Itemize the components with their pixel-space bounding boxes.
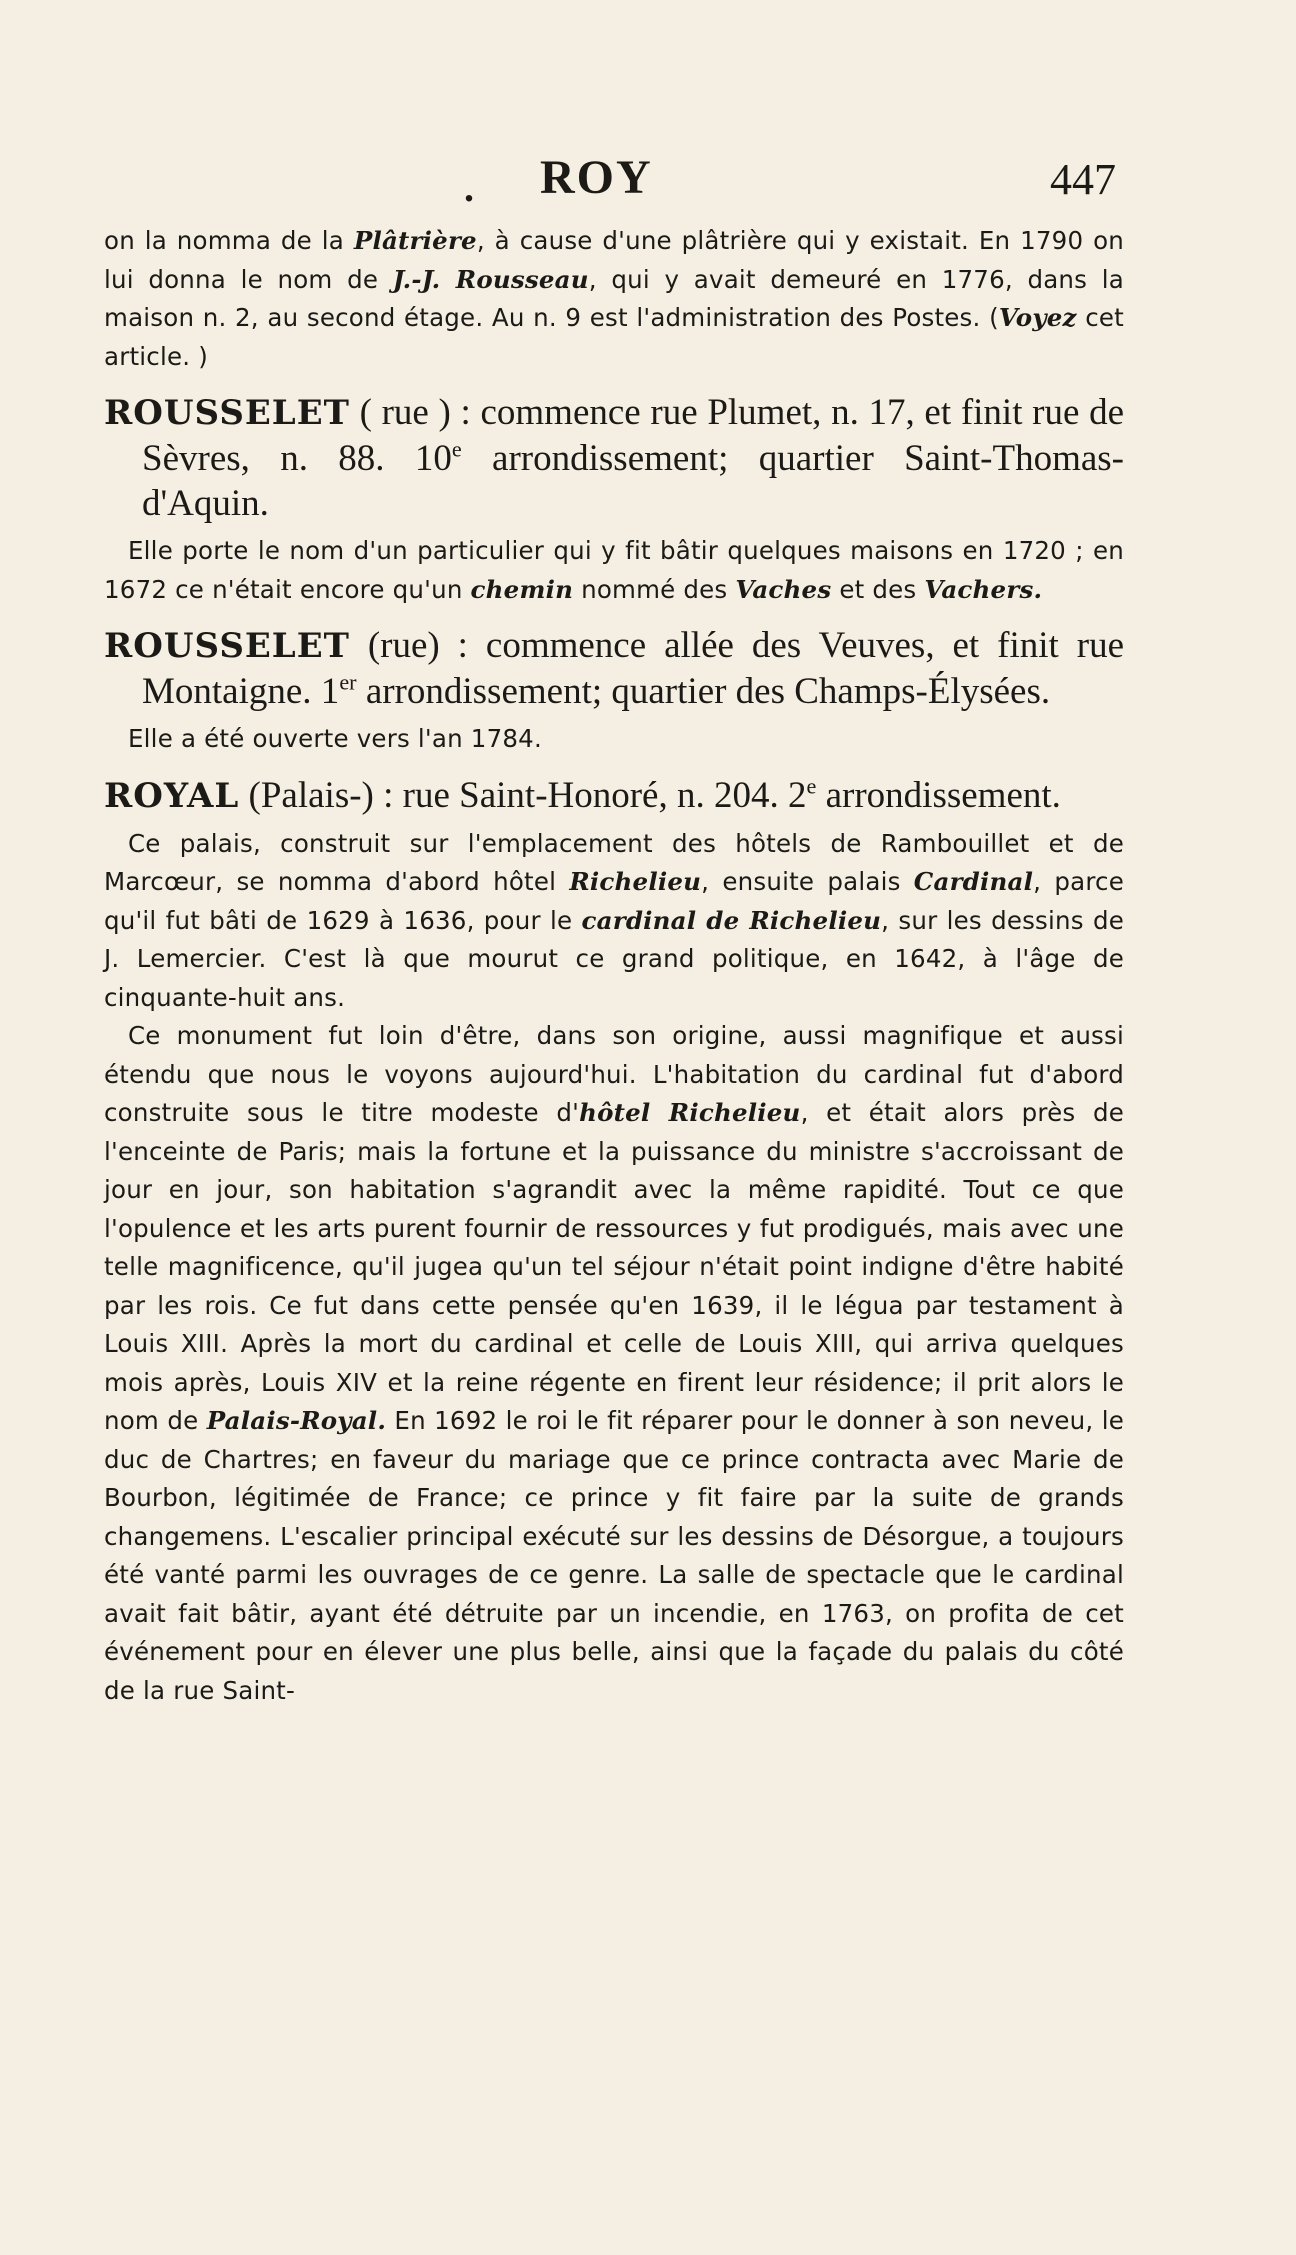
text-run: , à cause d'une plâtrière qui y existait. En 1790 on lui donna le nom de (104, 226, 1124, 294)
italic-run: Vachers. (924, 574, 1043, 604)
entry-body-rousselet-2: Elle a été ouverte vers l'an 1784. (128, 724, 542, 753)
entry-body-royal-p2 (104, 1017, 1124, 1710)
entry-body-royal-p1 (104, 825, 1124, 1018)
text-run: cet article. ) (104, 303, 1124, 371)
superscript: e (451, 436, 462, 462)
intro-paragraph (104, 222, 1124, 376)
entry-body-rousselet-1 (104, 532, 1124, 609)
superscript: er (339, 669, 357, 695)
italic-run: J.-J. Rousseau (392, 264, 589, 294)
text-run: nommé des (573, 574, 736, 604)
text-run: , et était alors près de l'enceinte de Paris; mais la fortune et la puissance du ministre s'accroissant de jour en jour, son habitation s'agrandit avec la même rapidité. Tout ce que l'opulence et les arts purent fournir de ressources y fut prodigués, mais avec une telle magnificence, qu'il jugea qu'un tel séjour n'était point indigne d'être habité par les rois. Ce fut dans cette pensée qu'en 1639, il le légua par testament à Louis XIII. Après la mort du cardinal et celle de Louis XIII, qui arriva quelques mois après, Louis XIV et la reine régente en firent leur résidence; il prit alors le nom de (104, 1098, 1124, 1435)
italic-run: Voyez (998, 303, 1077, 332)
text-run: Ce palais, construit sur l'emplacement des hôtels de Rambouillet et de Marcœur, se nomma d'abord hôtel (104, 828, 1124, 896)
italic-run: Palais-Royal. (206, 1406, 387, 1435)
entry-heading-royal (104, 773, 1124, 819)
text-run: , qui y avait demeuré en 1776, dans la maison n. 2, au second étage. Au n. 9 est l'administration des Postes. ( (104, 264, 1124, 332)
italic-run: cardinal de Richelieu (581, 905, 882, 935)
text-run: arrondissement. (816, 774, 1061, 816)
entry-heading-rousselet-1 (104, 390, 1124, 526)
italic-run: Vaches (735, 574, 832, 604)
text-run: on la nomma de la (104, 226, 354, 255)
entry-headword: ROYAL (104, 775, 240, 816)
text-run: ( rue ) : commence rue Plumet, n. 17, et finit rue de Sèvres, n. 88. 10 (142, 392, 1124, 479)
italic-run: Richelieu (569, 867, 702, 896)
entry-headword: ROUSSELET (104, 626, 350, 666)
running-head (0, 150, 1296, 210)
running-title: ROY (540, 151, 653, 204)
page-body (104, 222, 1124, 1710)
text-run: Elle porte le nom d'un particulier qui y fit bâtir quelques maisons en 1720 ; en 1672 ce n'était encore qu'un (104, 536, 1124, 604)
entry-headword: ROUSSELET (104, 393, 350, 433)
text-run: arrondissement; quartier des Champs-Élysées. (356, 671, 1051, 712)
italic-run: Plâtrière (353, 226, 477, 255)
text-run: (Palais-) : rue Saint-Honoré, n. 204. 2 (239, 774, 807, 816)
text-run: , ensuite palais (701, 867, 914, 896)
italic-run: hôtel Richelieu (579, 1098, 801, 1127)
text-run: et des (831, 574, 925, 604)
italic-run: chemin (470, 574, 574, 604)
text-run: , sur les dessins de J. Lemercier. C'est là que mourut ce grand politique, en 1642, à l'âge de cinquante-huit ans. (104, 905, 1124, 1012)
entry-heading-rousselet-2 (104, 623, 1124, 714)
text-run: Ce monument fut loin d'être, dans son origine, aussi magnifique et aussi étendu que nous le voyons aujourd'hui. L'habitation du cardinal fut d'abord construite sous le titre modeste d' (104, 1021, 1124, 1127)
text-run: arrondissement; quartier Saint-Thomas-d'Aquin. (142, 438, 1124, 524)
header-dot: . (464, 165, 474, 210)
superscript: e (806, 773, 817, 799)
page-number: 447 (1050, 155, 1116, 204)
text-run: En 1692 le roi le fit réparer pour le donner à son neveu, le duc de Chartres; en faveur du mariage que ce prince contracta avec Marie de Bourbon, légitimée de France; ce prince y fit faire par la suite de grands changemens. L'escalier principal exécuté sur les dessins de Désorgue, a toujours été vanté parmi les ouvrages de ce genre. La salle de spectacle que le cardinal avait fait bâtir, ayant été détruite par un incendie, en 1763, on profita de cet événement pour en élever une plus belle, ainsi que la façade du palais du côté de la rue Saint- (104, 1406, 1125, 1705)
italic-run: Cardinal (913, 867, 1034, 896)
text-run: (rue) : commence allée des Veuves, et finit rue Montaigne. 1 (142, 625, 1124, 712)
text-run: , parce qu'il fut bâti de 1629 à 1636, pour le (104, 867, 1124, 935)
